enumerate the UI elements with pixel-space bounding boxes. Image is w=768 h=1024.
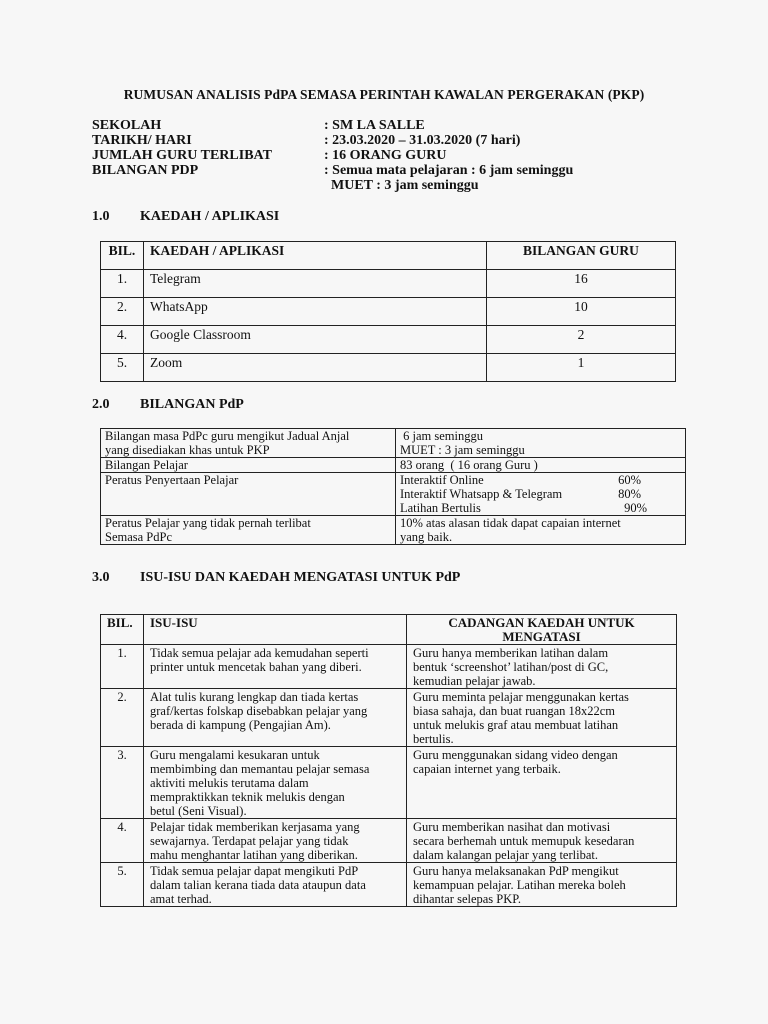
info-value-bilangan-pdp: : Semua mata pelajaran : 6 jam seminggu [324,163,574,178]
section-3-number: 3.0 [92,570,110,585]
cell-app: Google Classroom [144,326,487,354]
cell-line: 6 jam seminggu [400,429,483,443]
table-row [101,863,677,907]
cell-value [396,429,686,458]
cell-bil: 1. [101,645,144,689]
section-2-number: 2.0 [92,397,110,412]
participation-percent: 90% [624,501,647,515]
section-1-number: 1.0 [92,209,110,224]
cell-count: 2 [487,326,676,354]
bilangan-pdp-table [100,428,686,545]
cell-line: amat terhad. [150,892,212,906]
cell-line: kemampuan pelajar. Latihan mereka boleh [413,878,626,892]
cell-line: dihantar selepas PKP. [413,892,521,906]
cell-line: Guru memberikan nasihat dan motivasi [413,820,611,834]
cell-line: MUET : 3 jam seminggu [400,443,525,457]
section-1-title: KAEDAH / APLIKASI [140,209,280,224]
cell-line: Pelajar tidak memberikan kerjasama yang [150,820,360,834]
cell-bil: 2. [101,298,144,326]
cell-value: 83 orang ( 16 orang Guru ) [396,458,686,473]
cell-line: betul (Seni Visual). [150,804,247,818]
cell-issue [144,645,407,689]
cell-line: dalam talian kerana tiada data ataupun data [150,878,366,892]
cell-label: Peratus Penyertaan Pelajar [101,473,396,516]
participation-percent: 60% [618,473,641,487]
cell-line: sewajarnya. Terdapat pelajar yang tidak [150,834,349,848]
cell-line: graf/kertas folskap disebabkan pelajar yang [150,704,368,718]
table-row [101,326,676,354]
cell-line: kemudian pelajar jawab. [413,674,536,688]
cell-solution [407,689,677,747]
participation-label: Latihan Bertulis [400,501,481,515]
participation-line [400,473,681,487]
cell-bil: 3. [101,747,144,819]
info-value-jumlah-guru: : 16 ORANG GURU [324,148,447,163]
cell-issue [144,863,407,907]
cell-bil: 4. [101,326,144,354]
table-row [101,689,677,747]
cell-count: 1 [487,354,676,382]
section-3-title: ISU-ISU DAN KAEDAH MENGATASI UNTUK PdP [140,570,461,585]
participation-label: Interaktif Online [400,473,484,487]
table-row [101,747,677,819]
info-label-sekolah: SEKOLAH [92,118,162,133]
cell-line: Tidak semua pelajar ada kemudahan seperti [150,646,369,660]
cell-bil: 1. [101,270,144,298]
info-label-jumlah-guru: JUMLAH GURU TERLIBAT [92,148,272,163]
table-header-row [101,615,677,645]
participation-percent: 80% [618,487,641,501]
cell-line: Guru mengalami kesukaran untuk [150,748,320,762]
cell-line: Semasa PdPc [105,530,173,544]
cell-line: bertulis. [413,732,454,746]
table-row [101,458,686,473]
participation-line [400,501,681,515]
header-line: MENGATASI [502,629,581,644]
cell-app: WhatsApp [144,298,487,326]
cell-app: Zoom [144,354,487,382]
cell-issue [144,747,407,819]
section-1-heading [92,209,279,225]
cell-app: Telegram [144,270,487,298]
table-row [101,819,677,863]
col-header-isu: ISU-ISU [144,615,407,645]
col-header-bil: BIL. [101,615,144,645]
info-value-tarikh: : 23.03.2020 – 31.03.2020 (7 hari) [324,133,521,148]
cell-line: secara berhemah untuk memupuk kesedaran [413,834,635,848]
cell-line: Bilangan masa PdPc guru mengikut Jadual Anjal [105,429,350,443]
participation-label: Interaktif Whatsapp & Telegram [400,487,563,501]
col-header-kaedah: KAEDAH / APLIKASI [144,242,487,270]
table-row [101,429,686,458]
cell-line: printer untuk mencetak bahan yang diberi. [150,660,362,674]
info-label-bilangan-pdp: BILANGAN PDP [92,163,199,178]
table-row [101,473,686,516]
cell-issue [144,689,407,747]
cell-line: mahu menghantar latihan yang diberikan. [150,848,358,862]
cell-value [396,516,686,545]
cell-line: Guru meminta pelajar menggunakan kertas [413,690,629,704]
cell-bil: 2. [101,689,144,747]
col-header-bilangan-guru: BILANGAN GURU [487,242,676,270]
cell-line: aktiviti melukis terutama dalam [150,776,309,790]
info-label-tarikh: TARIKH/ HARI [92,133,192,148]
cell-solution [407,645,677,689]
cell-count: 10 [487,298,676,326]
cell-label [101,516,396,545]
table-row [101,516,686,545]
cell-line: berada di kampung (Pengajian Am). [150,718,331,732]
cell-bil: 5. [101,354,144,382]
cell-line: Peratus Pelajar yang tidak pernah terlibat [105,516,311,530]
cell-line: dalam kalangan pelajar yang terlibat. [413,848,598,862]
cell-line: biasa sahaja, dan buat ruangan 18x22cm [413,704,616,718]
cell-line: membimbing dan memantau pelajar semasa [150,762,370,776]
cell-line: mempraktikkan teknik melukis dengan [150,790,345,804]
cell-bil: 5. [101,863,144,907]
cell-bil: 4. [101,819,144,863]
cell-line: Guru hanya memberikan latihan dalam [413,646,609,660]
table-row [101,298,676,326]
header-line: CADANGAN KAEDAH UNTUK [448,615,635,630]
cell-solution [407,747,677,819]
info-value-sekolah: : SM LA SALLE [324,118,425,133]
kaedah-table [100,241,676,382]
table-row [101,645,677,689]
cell-value [396,473,686,516]
cell-line: untuk melukis graf atau membuat latihan [413,718,619,732]
cell-issue [144,819,407,863]
cell-line: bentuk ‘screenshot’ latihan/post di GC, [413,660,609,674]
col-header-bil: BIL. [101,242,144,270]
cell-line: yang baik. [400,530,453,544]
cell-line: yang disediakan khas untuk PKP [105,443,270,457]
isu-table [100,614,677,907]
cell-line: 10% atas alasan tidak dapat capaian internet [400,516,621,530]
cell-line: capaian internet yang terbaik. [413,762,561,776]
cell-line: Alat tulis kurang lengkap dan tiada kertas [150,690,359,704]
section-2-heading [92,397,244,413]
cell-label: Bilangan Pelajar [101,458,396,473]
section-3-heading [92,570,460,586]
table-row [101,270,676,298]
table-header-row [101,242,676,270]
document-title: RUMUSAN ANALISIS PdPA SEMASA PERINTAH KAWALAN PERGERAKAN (PKP) [123,87,645,102]
table-row [101,354,676,382]
cell-line: Guru menggunakan sidang video dengan [413,748,618,762]
cell-line: Guru hanya melaksanakan PdP mengikut [413,864,619,878]
cell-count: 16 [487,270,676,298]
section-2-title: BILANGAN PdP [140,397,244,412]
cell-line: Tidak semua pelajar dapat mengikuti PdP [150,864,359,878]
cell-solution [407,819,677,863]
col-header-cadangan [407,615,677,645]
info-value-muet: MUET : 3 jam seminggu [331,178,479,193]
participation-line [400,487,681,501]
cell-label [101,429,396,458]
cell-solution [407,863,677,907]
